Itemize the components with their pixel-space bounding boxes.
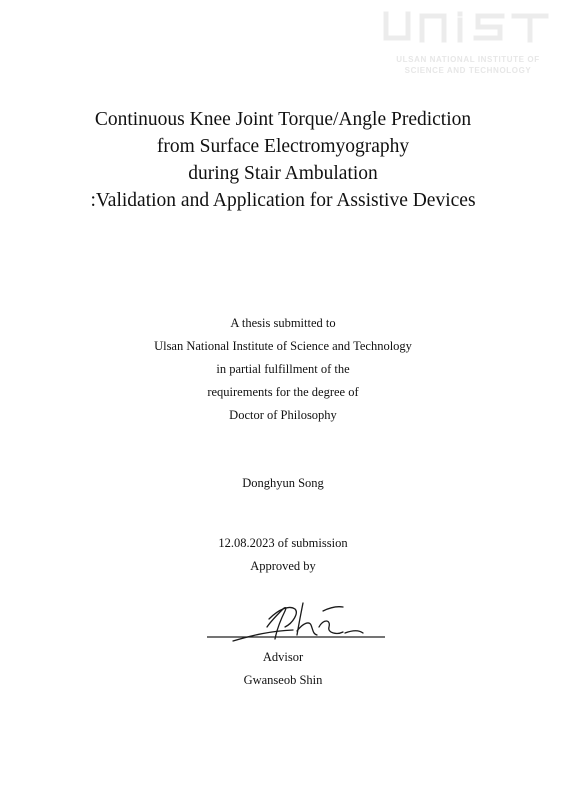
advisor-name: Gwanseob Shin — [243, 673, 323, 687]
title-line: from Surface Electromyography — [156, 136, 410, 157]
unist-watermark-logo — [380, 8, 556, 80]
advisor-signature — [205, 597, 387, 643]
advisor-block — [0, 646, 566, 692]
title-line: :Validation and Application for Assistive Devices — [90, 190, 476, 211]
thesis-title — [0, 106, 566, 214]
submission-line: Doctor of Philosophy — [229, 408, 337, 422]
submission-date: 12.08.2023 of submission — [218, 536, 348, 550]
title-line: during Stair Ambulation — [188, 163, 378, 184]
submission-date-block — [0, 532, 566, 578]
submission-line: in partial fulfillment of the — [216, 362, 350, 376]
submission-statement — [0, 312, 566, 427]
unist-logo-icon — [380, 8, 556, 48]
watermark-line-1: ULSAN NATIONAL INSTITUTE OF — [396, 55, 540, 64]
watermark-line-2: SCIENCE AND TECHNOLOGY — [404, 66, 532, 75]
submission-line: requirements for the degree of — [207, 385, 359, 399]
author-name: Donghyun Song — [242, 476, 324, 490]
submission-line: A thesis submitted to — [230, 316, 336, 330]
title-line: Continuous Knee Joint Torque/Angle Prediction — [94, 109, 472, 130]
handwritten-signature-icon — [205, 597, 387, 643]
approved-by-label: Approved by — [250, 559, 316, 573]
advisor-label: Advisor — [262, 650, 304, 664]
submission-line: Ulsan National Institute of Science and Technology — [154, 339, 412, 353]
